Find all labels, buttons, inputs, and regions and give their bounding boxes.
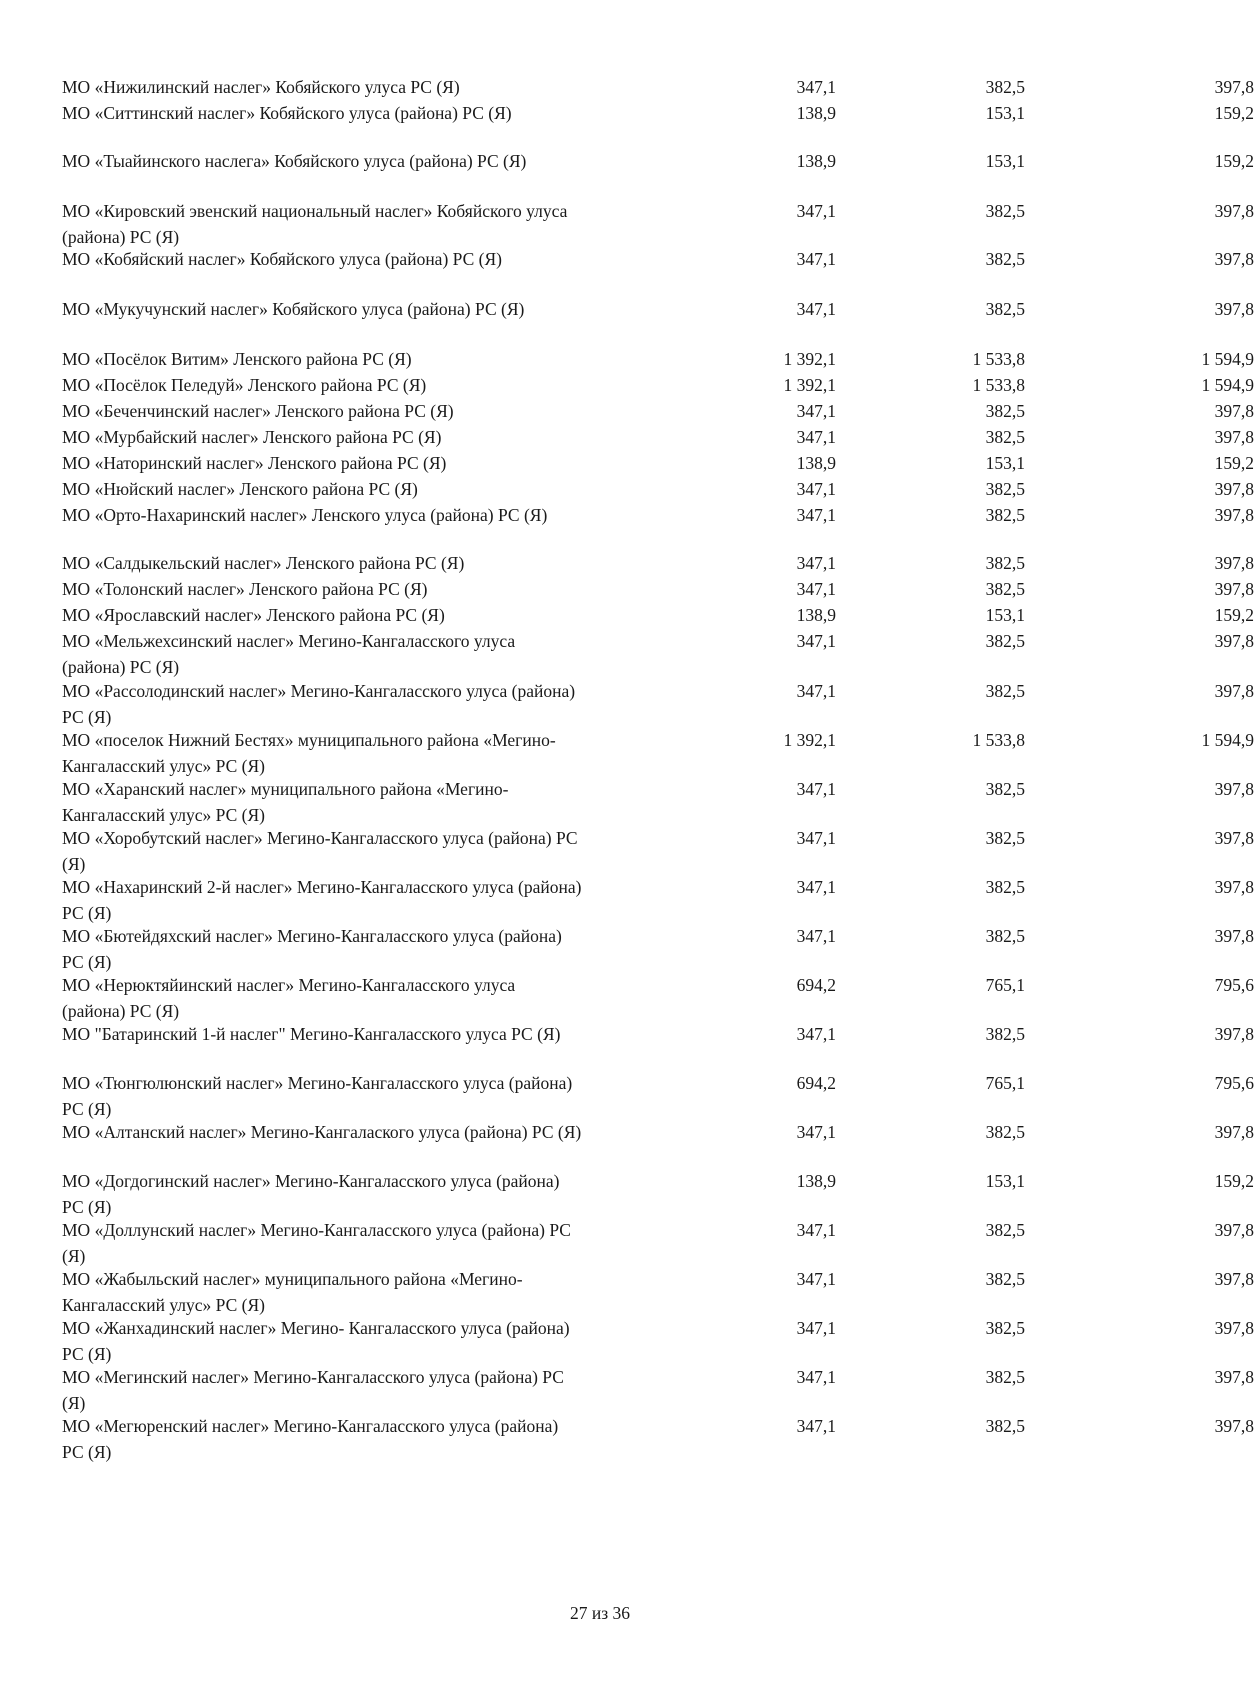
amount-year-1: 347,1 xyxy=(796,553,836,573)
municipality-name: МО «Доллунский наслег» Мегино-Кангаласского улуса (района) РС (Я) xyxy=(62,1220,571,1266)
table-row xyxy=(62,1021,1254,1070)
amount-year-2: 382,5 xyxy=(985,1220,1025,1240)
municipality-name: МО «Нюйский наслег» Ленского района РС (Я) xyxy=(62,479,418,499)
table-row xyxy=(62,398,1254,424)
amount-year-1: 347,1 xyxy=(796,201,836,221)
amount-year-2: 382,5 xyxy=(985,681,1025,701)
table-row xyxy=(62,1315,1254,1364)
table-row xyxy=(62,1266,1254,1315)
allocation-table xyxy=(62,74,1254,1462)
municipality-name: МО «Рассолодинский наслег» Мегино-Кангаласского улуса (района) РС (Я) xyxy=(62,681,576,727)
table-row xyxy=(62,602,1254,628)
amount-year-3: 397,8 xyxy=(1214,779,1254,799)
table-row xyxy=(62,550,1254,576)
table-row xyxy=(62,776,1254,825)
table-row xyxy=(62,148,1254,198)
table-row xyxy=(62,874,1254,923)
amount-year-2: 382,5 xyxy=(985,249,1025,269)
amount-year-1: 347,1 xyxy=(796,681,836,701)
table-row xyxy=(62,502,1254,550)
municipality-name: МО «Ситтинский наслег» Кобяйского улуса (района) РС (Я) xyxy=(62,103,512,123)
amount-year-1: 347,1 xyxy=(796,631,836,651)
amount-year-1: 138,9 xyxy=(796,453,836,473)
amount-year-3: 397,8 xyxy=(1214,579,1254,599)
table-row xyxy=(62,923,1254,972)
amount-year-2: 382,5 xyxy=(985,779,1025,799)
amount-year-3: 397,8 xyxy=(1214,1122,1254,1142)
amount-year-2: 765,1 xyxy=(985,1073,1025,1093)
amount-year-3: 397,8 xyxy=(1214,681,1254,701)
table-row xyxy=(62,296,1254,346)
amount-year-2: 382,5 xyxy=(985,926,1025,946)
municipality-name: МО «Кобяйский наслег» Кобяйского улуса (района) РС (Я) xyxy=(62,249,502,269)
amount-year-1: 138,9 xyxy=(796,151,836,171)
table-row xyxy=(62,825,1254,874)
table-row xyxy=(62,424,1254,450)
municipality-name: МО «Ярославский наслег» Ленского района РС (Я) xyxy=(62,605,445,625)
table-row xyxy=(62,1413,1254,1462)
amount-year-2: 382,5 xyxy=(985,299,1025,319)
table-row xyxy=(62,346,1254,372)
table-row xyxy=(62,678,1254,727)
amount-year-2: 382,5 xyxy=(985,877,1025,897)
amount-year-3: 159,2 xyxy=(1214,453,1254,473)
amount-year-2: 1 533,8 xyxy=(972,375,1025,395)
amount-year-3: 159,2 xyxy=(1214,1171,1254,1191)
table-row xyxy=(62,74,1254,100)
amount-year-1: 347,1 xyxy=(796,1220,836,1240)
municipality-name: МО «Мегинский наслег» Мегино-Кангаласского улуса (района) РС (Я) xyxy=(62,1367,564,1413)
amount-year-3: 397,8 xyxy=(1214,1367,1254,1387)
amount-year-1: 138,9 xyxy=(796,1171,836,1191)
municipality-name: МО «Хоробутский наслег» Мегино-Кангаласского улуса (района) РС (Я) xyxy=(62,828,578,874)
table-row xyxy=(62,246,1254,296)
table-row xyxy=(62,450,1254,476)
municipality-name: МО «Посёлок Пеледуй» Ленского района РС (Я) xyxy=(62,375,427,395)
amount-year-3: 397,8 xyxy=(1214,1220,1254,1240)
amount-year-2: 153,1 xyxy=(985,103,1025,123)
amount-year-3: 397,8 xyxy=(1214,1024,1254,1044)
municipality-name: МО «поселок Нижний Бестях» муниципального района «Мегино-Кангаласский улус» РС (Я) xyxy=(62,730,556,776)
amount-year-1: 1 392,1 xyxy=(783,349,836,369)
amount-year-1: 1 392,1 xyxy=(783,375,836,395)
amount-year-1: 347,1 xyxy=(796,479,836,499)
table-row xyxy=(62,372,1254,398)
amount-year-1: 347,1 xyxy=(796,877,836,897)
municipality-name: МО «Нерюктяйинский наслег» Мегино-Кангаласского улуса (района) РС (Я) xyxy=(62,975,516,1021)
amount-year-1: 347,1 xyxy=(796,828,836,848)
table-row xyxy=(62,1364,1254,1413)
amount-year-2: 382,5 xyxy=(985,1318,1025,1338)
amount-year-1: 347,1 xyxy=(796,505,836,525)
municipality-name: МО «Посёлок Витим» Ленского района РС (Я) xyxy=(62,349,412,369)
amount-year-2: 153,1 xyxy=(985,1171,1025,1191)
amount-year-3: 795,6 xyxy=(1214,1073,1254,1093)
amount-year-1: 347,1 xyxy=(796,1416,836,1436)
amount-year-3: 397,8 xyxy=(1214,505,1254,525)
municipality-name: МО «Тюнгюлюнский наслег» Мегино-Кангаласского улуса (района) РС (Я) xyxy=(62,1073,573,1119)
table-row xyxy=(62,576,1254,602)
amount-year-3: 397,8 xyxy=(1214,1318,1254,1338)
municipality-name: МО "Батаринский 1-й наслег" Мегино-Кангаласского улуса РС (Я) xyxy=(62,1024,561,1044)
amount-year-3: 1 594,9 xyxy=(1201,730,1254,750)
amount-year-2: 382,5 xyxy=(985,1024,1025,1044)
amount-year-1: 347,1 xyxy=(796,1367,836,1387)
table-row xyxy=(62,1119,1254,1168)
amount-year-3: 159,2 xyxy=(1214,605,1254,625)
amount-year-1: 138,9 xyxy=(796,103,836,123)
municipality-name: МО «Бютейдяхский наслег» Мегино-Кангаласского улуса (района) РС (Я) xyxy=(62,926,562,972)
amount-year-2: 382,5 xyxy=(985,1122,1025,1142)
table-row xyxy=(62,628,1254,678)
municipality-name: МО «Нахаринский 2-й наслег» Мегино-Кангаласского улуса (района) РС (Я) xyxy=(62,877,582,923)
amount-year-3: 397,8 xyxy=(1214,201,1254,221)
table-row xyxy=(62,1168,1254,1217)
amount-year-2: 382,5 xyxy=(985,427,1025,447)
municipality-name: МО «Орто-Нахаринский наслег» Ленского улуса (района) РС (Я) xyxy=(62,505,548,525)
amount-year-2: 382,5 xyxy=(985,1269,1025,1289)
amount-year-2: 382,5 xyxy=(985,479,1025,499)
municipality-name: МО «Нижилинский наслег» Кобяйского улуса РС (Я) xyxy=(62,77,460,97)
amount-year-2: 153,1 xyxy=(985,151,1025,171)
municipality-name: МО «Мегюренский наслег» Мегино-Кангаласского улуса (района) РС (Я) xyxy=(62,1416,559,1462)
amount-year-3: 397,8 xyxy=(1214,401,1254,421)
amount-year-1: 138,9 xyxy=(796,605,836,625)
municipality-name: МО «Наторинский наслег» Ленского района РС (Я) xyxy=(62,453,447,473)
amount-year-1: 347,1 xyxy=(796,299,836,319)
table-row xyxy=(62,100,1254,148)
municipality-name: МО «Харанский наслег» муниципального района «Мегино-Кангаласский улус» РС (Я) xyxy=(62,779,509,825)
amount-year-2: 382,5 xyxy=(985,1367,1025,1387)
page-number: 27 из 36 xyxy=(569,1603,631,1623)
amount-year-2: 382,5 xyxy=(985,401,1025,421)
table-row xyxy=(62,972,1254,1021)
amount-year-1: 347,1 xyxy=(796,779,836,799)
amount-year-1: 694,2 xyxy=(796,1073,836,1093)
amount-year-1: 347,1 xyxy=(796,427,836,447)
table-row xyxy=(62,476,1254,502)
amount-year-2: 382,5 xyxy=(985,77,1025,97)
amount-year-3: 1 594,9 xyxy=(1201,375,1254,395)
amount-year-1: 347,1 xyxy=(796,579,836,599)
amount-year-3: 397,8 xyxy=(1214,553,1254,573)
amount-year-3: 397,8 xyxy=(1214,926,1254,946)
municipality-name: МО «Мукучунский наслег» Кобяйского улуса (района) РС (Я) xyxy=(62,299,525,319)
table-row xyxy=(62,727,1254,776)
amount-year-2: 382,5 xyxy=(985,631,1025,651)
amount-year-2: 1 533,8 xyxy=(972,730,1025,750)
amount-year-1: 347,1 xyxy=(796,926,836,946)
municipality-name: МО «Догдогинский наслег» Мегино-Кангаласского улуса (района) РС (Я) xyxy=(62,1171,560,1217)
table-row xyxy=(62,1070,1254,1119)
amount-year-1: 347,1 xyxy=(796,401,836,421)
municipality-name: МО «Мурбайский наслег» Ленского района РС (Я) xyxy=(62,427,442,447)
municipality-name: МО «Тыайинского наслега» Кобяйского улуса (района) РС (Я) xyxy=(62,151,527,171)
amount-year-3: 397,8 xyxy=(1214,1416,1254,1436)
municipality-name: МО «Алтанский наслег» Мегино-Кангалаского улуса (района) РС (Я) xyxy=(62,1122,582,1142)
amount-year-3: 397,8 xyxy=(1214,249,1254,269)
table-row xyxy=(62,198,1254,247)
amount-year-3: 159,2 xyxy=(1214,151,1254,171)
amount-year-1: 347,1 xyxy=(796,1318,836,1338)
amount-year-2: 153,1 xyxy=(985,453,1025,473)
municipality-name: МО «Жабыльский наслег» муниципального района «Мегино-Кангаласский улус» РС (Я) xyxy=(62,1269,523,1315)
municipality-name: МО «Салдыкельский наслег» Ленского района РС (Я) xyxy=(62,553,465,573)
amount-year-1: 347,1 xyxy=(796,249,836,269)
table-row xyxy=(62,1217,1254,1266)
amount-year-2: 1 533,8 xyxy=(972,349,1025,369)
municipality-name: МО «Беченчинский наслег» Ленского района РС (Я) xyxy=(62,401,454,421)
amount-year-3: 397,8 xyxy=(1214,427,1254,447)
amount-year-1: 347,1 xyxy=(796,1024,836,1044)
amount-year-1: 694,2 xyxy=(796,975,836,995)
amount-year-2: 382,5 xyxy=(985,579,1025,599)
municipality-name: МО «Жанхадинский наслег» Мегино- Кангаласского улуса (района) РС (Я) xyxy=(62,1318,570,1364)
amount-year-3: 397,8 xyxy=(1214,77,1254,97)
municipality-name: МО «Толонский наслег» Ленского района РС (Я) xyxy=(62,579,428,599)
amount-year-2: 382,5 xyxy=(985,553,1025,573)
amount-year-3: 397,8 xyxy=(1214,877,1254,897)
amount-year-2: 382,5 xyxy=(985,1416,1025,1436)
amount-year-3: 159,2 xyxy=(1214,103,1254,123)
amount-year-2: 382,5 xyxy=(985,201,1025,221)
municipality-name: МО «Мельжехсинский наслег» Мегино-Кангаласского улуса (района) РС (Я) xyxy=(62,631,516,677)
amount-year-3: 795,6 xyxy=(1214,975,1254,995)
amount-year-3: 397,8 xyxy=(1214,1269,1254,1289)
amount-year-1: 347,1 xyxy=(796,1269,836,1289)
amount-year-3: 1 594,9 xyxy=(1201,349,1254,369)
amount-year-3: 397,8 xyxy=(1214,479,1254,499)
municipality-name: МО «Кировский эвенский национальный наслег» Кобяйского улуса (района) РС (Я) xyxy=(62,201,568,247)
amount-year-1: 347,1 xyxy=(796,77,836,97)
amount-year-3: 397,8 xyxy=(1214,299,1254,319)
amount-year-1: 347,1 xyxy=(796,1122,836,1142)
amount-year-2: 382,5 xyxy=(985,505,1025,525)
amount-year-2: 382,5 xyxy=(985,828,1025,848)
amount-year-3: 397,8 xyxy=(1214,631,1254,651)
amount-year-2: 765,1 xyxy=(985,975,1025,995)
amount-year-1: 1 392,1 xyxy=(783,730,836,750)
amount-year-3: 397,8 xyxy=(1214,828,1254,848)
amount-year-2: 153,1 xyxy=(985,605,1025,625)
